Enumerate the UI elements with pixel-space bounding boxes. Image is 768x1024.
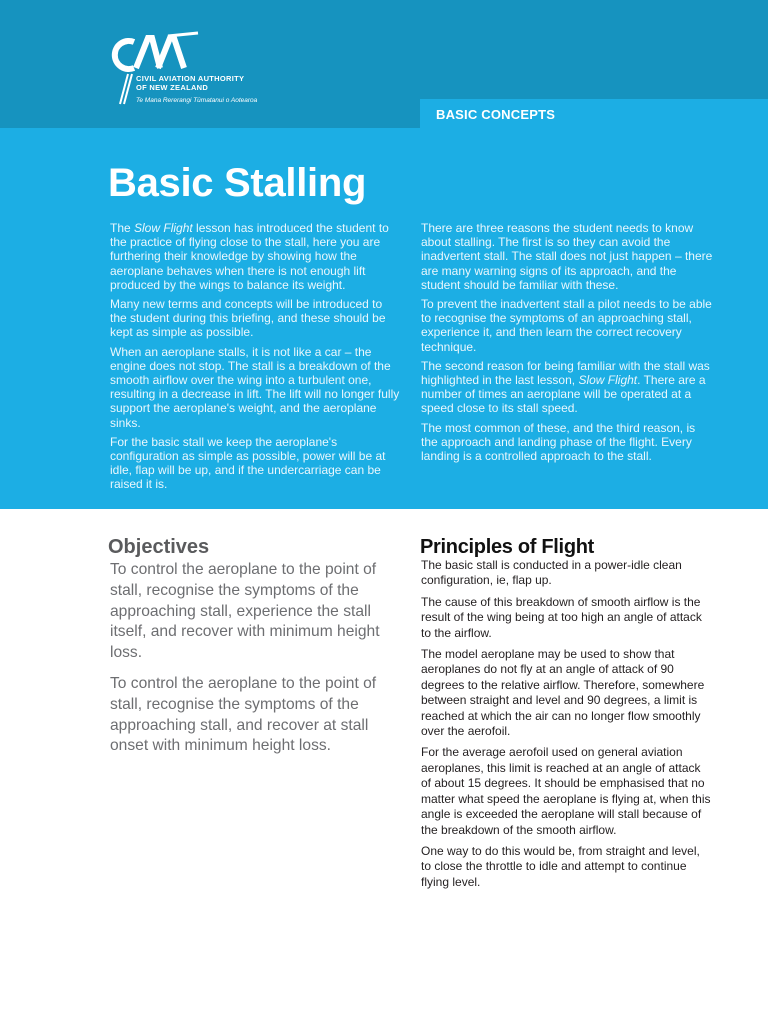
intro-right-p3: The second reason for being familiar with the stall was highlighted in the last lesson, Slow Flight. There are a number of times an aeroplane will be operated at a speed close to its stall speed. — [421, 358, 710, 416]
intro-right-p4: The most common of these, and the third reason, is the approach and landing phase of the flight. Every landing is a controlled approach to the stall. — [421, 420, 696, 464]
page-title: Basic Stalling — [108, 161, 367, 205]
intro-right-column — [421, 221, 713, 468]
principles-p5: One way to do this would be, from straight and level, to close the throttle to idle and attempt to continue flying level. — [421, 843, 700, 889]
logo-line-3: Te Mana Rererangi Tūmatanui o Aotearoa — [136, 97, 258, 104]
section-tag-label: BASIC CONCEPTS — [436, 107, 556, 122]
caa-logo — [108, 30, 308, 110]
principles-text — [421, 558, 711, 896]
principles-p3: The model aeroplane may be used to show that aeroplanes do not fly at an angle of attack of 90 degrees to the relative airflow. Therefore, somewhere between straight and level and 90 degrees, a limit is reached at which the air can no longer flow smoothly over the aerofoil. — [421, 647, 705, 739]
objectives-p2: To control the aeroplane to the point of stall, recognise the symptoms of the approaching stall, and recover at stall onset with minimum height loss. — [110, 674, 377, 755]
principles-p4: For the average aerofoil used on general aviation aeroplanes, this limit is reached at an angle of attack of about 15 degrees. It should be emphasised that no matter what speed the aeroplane is flying at, when this angle is exceeded the aeroplane will stall because of the breakdown of the smooth airflow. — [421, 745, 711, 837]
intro-left-p3: When an aeroplane stalls, it is not like a car – the engine does not stop. The stall is a breakdown of the smooth airflow over the wing into a turbulent one, resulting in a decrease in lift. The lift will no longer fully support the aeroplane's weight, and the aeroplane sinks. — [110, 344, 400, 430]
intro-left-p2: Many new terms and concepts will be introduced to the student during this briefing, and these should be kept as simple as possible. — [110, 297, 386, 340]
principles-p2: The cause of this breakdown of smooth airflow is the result of the wing being at too high an angle of attack to the airflow. — [421, 594, 702, 640]
principles-heading: Principles of Flight — [420, 536, 595, 558]
logo-line-1: CIVIL AVIATION AUTHORITY — [136, 74, 245, 83]
objectives-text — [110, 560, 400, 767]
intro-left-p4: For the basic stall we keep the aeroplane's configuration as simple as possible, power will be at idle, flap will be up, and if the undercarriage can be raised it is. — [110, 434, 386, 492]
logo-line-2: OF NEW ZEALAND — [136, 83, 209, 92]
intro-right-p2: To prevent the inadvertent stall a pilot needs to be able to recognise the symptoms of an approaching stall, experience it, and then learn the correct recovery technique. — [421, 297, 712, 354]
intro-left-p1: The Slow Flight lesson has introduced the student to the practice of flying close to the stall, here you are furthering their knowledge by showing how the aeroplane behaves when there is not enough lift produced by the wings to balance its weight. — [110, 221, 389, 292]
section-tag — [420, 99, 768, 128]
intro-right-p1: There are three reasons the student needs to know about stalling. The first is so they can avoid the inadvertent stall. The stall does not just happen – there are many warning signs of its approach, and the student should be familiar with these. — [421, 221, 713, 292]
intro-left-column — [110, 221, 402, 497]
principles-p1: The basic stall is conducted in a power-idle clean configuration, ie, flap up. — [421, 558, 682, 588]
objectives-heading: Objectives — [108, 536, 210, 558]
objectives-p1: To control the aeroplane to the point of stall, recognise the symptoms of the approaching stall, experience the stall itself, and recover with minimum height loss. — [110, 561, 380, 662]
